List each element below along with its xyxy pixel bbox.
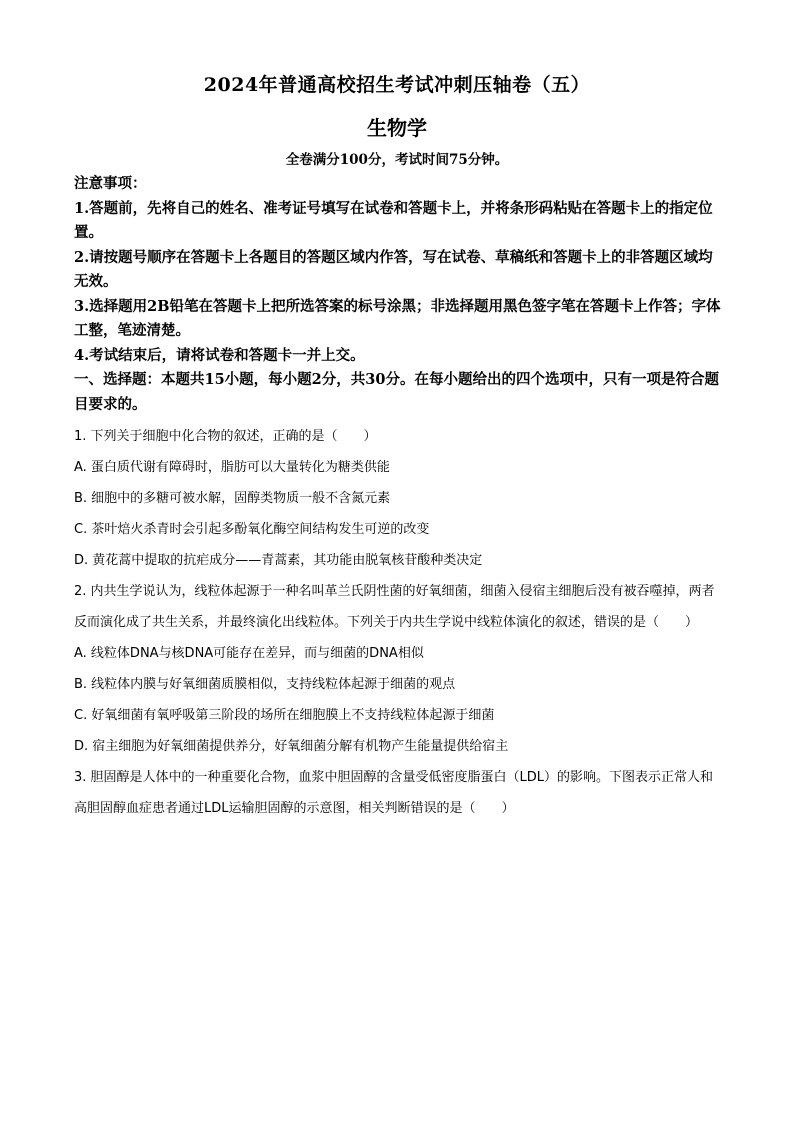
question-stem: 3. 胆固醇是人体中的一种重要化合物，血浆中胆固醇的含量受低密度脂蛋白（LDL）的影响。下图表示正常人和高胆固醇血症患者通过LDL运输胆固醇的示意图，相关判断错误的是（ ） — [74, 770, 714, 816]
question-option: A. 蛋白质代谢有障碍时，脂肪可以大量转化为糖类供能 — [74, 460, 390, 475]
exam-meta: 全卷满分100分，考试时间75分钟。 — [285, 152, 509, 168]
note-item: 1.答题前，先将自己的姓名、准考证号填写在试卷和答题卡上，并将条形码粘贴在答题卡上的指定位置。 — [74, 199, 713, 241]
note-item: 4.考试结束后，请将试卷和答题卡一并上交。 — [74, 346, 365, 364]
question-option: D. 宿主细胞为好氧细菌提供养分，好氧细菌分解有机物产生能量提供给宿主 — [74, 739, 509, 754]
question-option: A. 线粒体DNA与核DNA可能存在差异，而与细菌的DNA相似 — [74, 646, 424, 661]
section-heading: 一、选择题：本题共15小题，每小题2分，共30分。在每小题给出的四个选项中，只有一项是符合题目要求的。 — [74, 371, 719, 413]
question-option: C. 好氧细菌有氧呼吸第三阶段的场所在细胞膜上不支持线粒体起源于细菌 — [74, 708, 495, 723]
question-option: B. 细胞中的多糖可被水解，固醇类物质一般不含氮元素 — [74, 491, 391, 506]
question-option: D. 黄花蒿中提取的抗疟成分——青蒿素，其功能由脱氧核苷酸种类决定 — [74, 553, 483, 568]
question-stem: 2. 内共生学说认为，线粒体起源于一种名叫革兰氏阴性菌的好氧细菌，细菌入侵宿主细胞后没有被吞噬掉，两者反而演化成了共生关系，并最终演化出线粒体。下列关于内共生学说中线粒体演化的叙述，错误的是（ ） — [74, 584, 715, 630]
question-option: B. 线粒体内膜与好氧细菌质膜相似，支持线粒体起源于细菌的观点 — [74, 677, 456, 692]
subject-title: 生物学 — [367, 116, 427, 140]
notes-block — [74, 172, 724, 417]
questions-list — [74, 421, 724, 824]
notes-heading: 注意事项： — [74, 175, 147, 192]
note-item: 3.选择题用2B铅笔在答题卡上把所选答案的标号涂黑；非选择题用黑色签字笔在答题卡上作答；字体工整，笔迹清楚。 — [74, 297, 721, 339]
exam-title: 2024年普通高校招生考试冲刺压轴卷（五） — [203, 74, 591, 96]
question-stem: 1. 下列关于细胞中化合物的叙述，正确的是（ ） — [74, 429, 377, 444]
note-item: 2.请按题号顺序在答题卡上各题目的答题区域内作答，写在试卷、草稿纸和答题卡上的非答题区域均无效。 — [74, 248, 713, 290]
question-option: C. 茶叶焙火杀青时会引起多酚氧化酶空间结构发生可逆的改变 — [74, 522, 430, 537]
